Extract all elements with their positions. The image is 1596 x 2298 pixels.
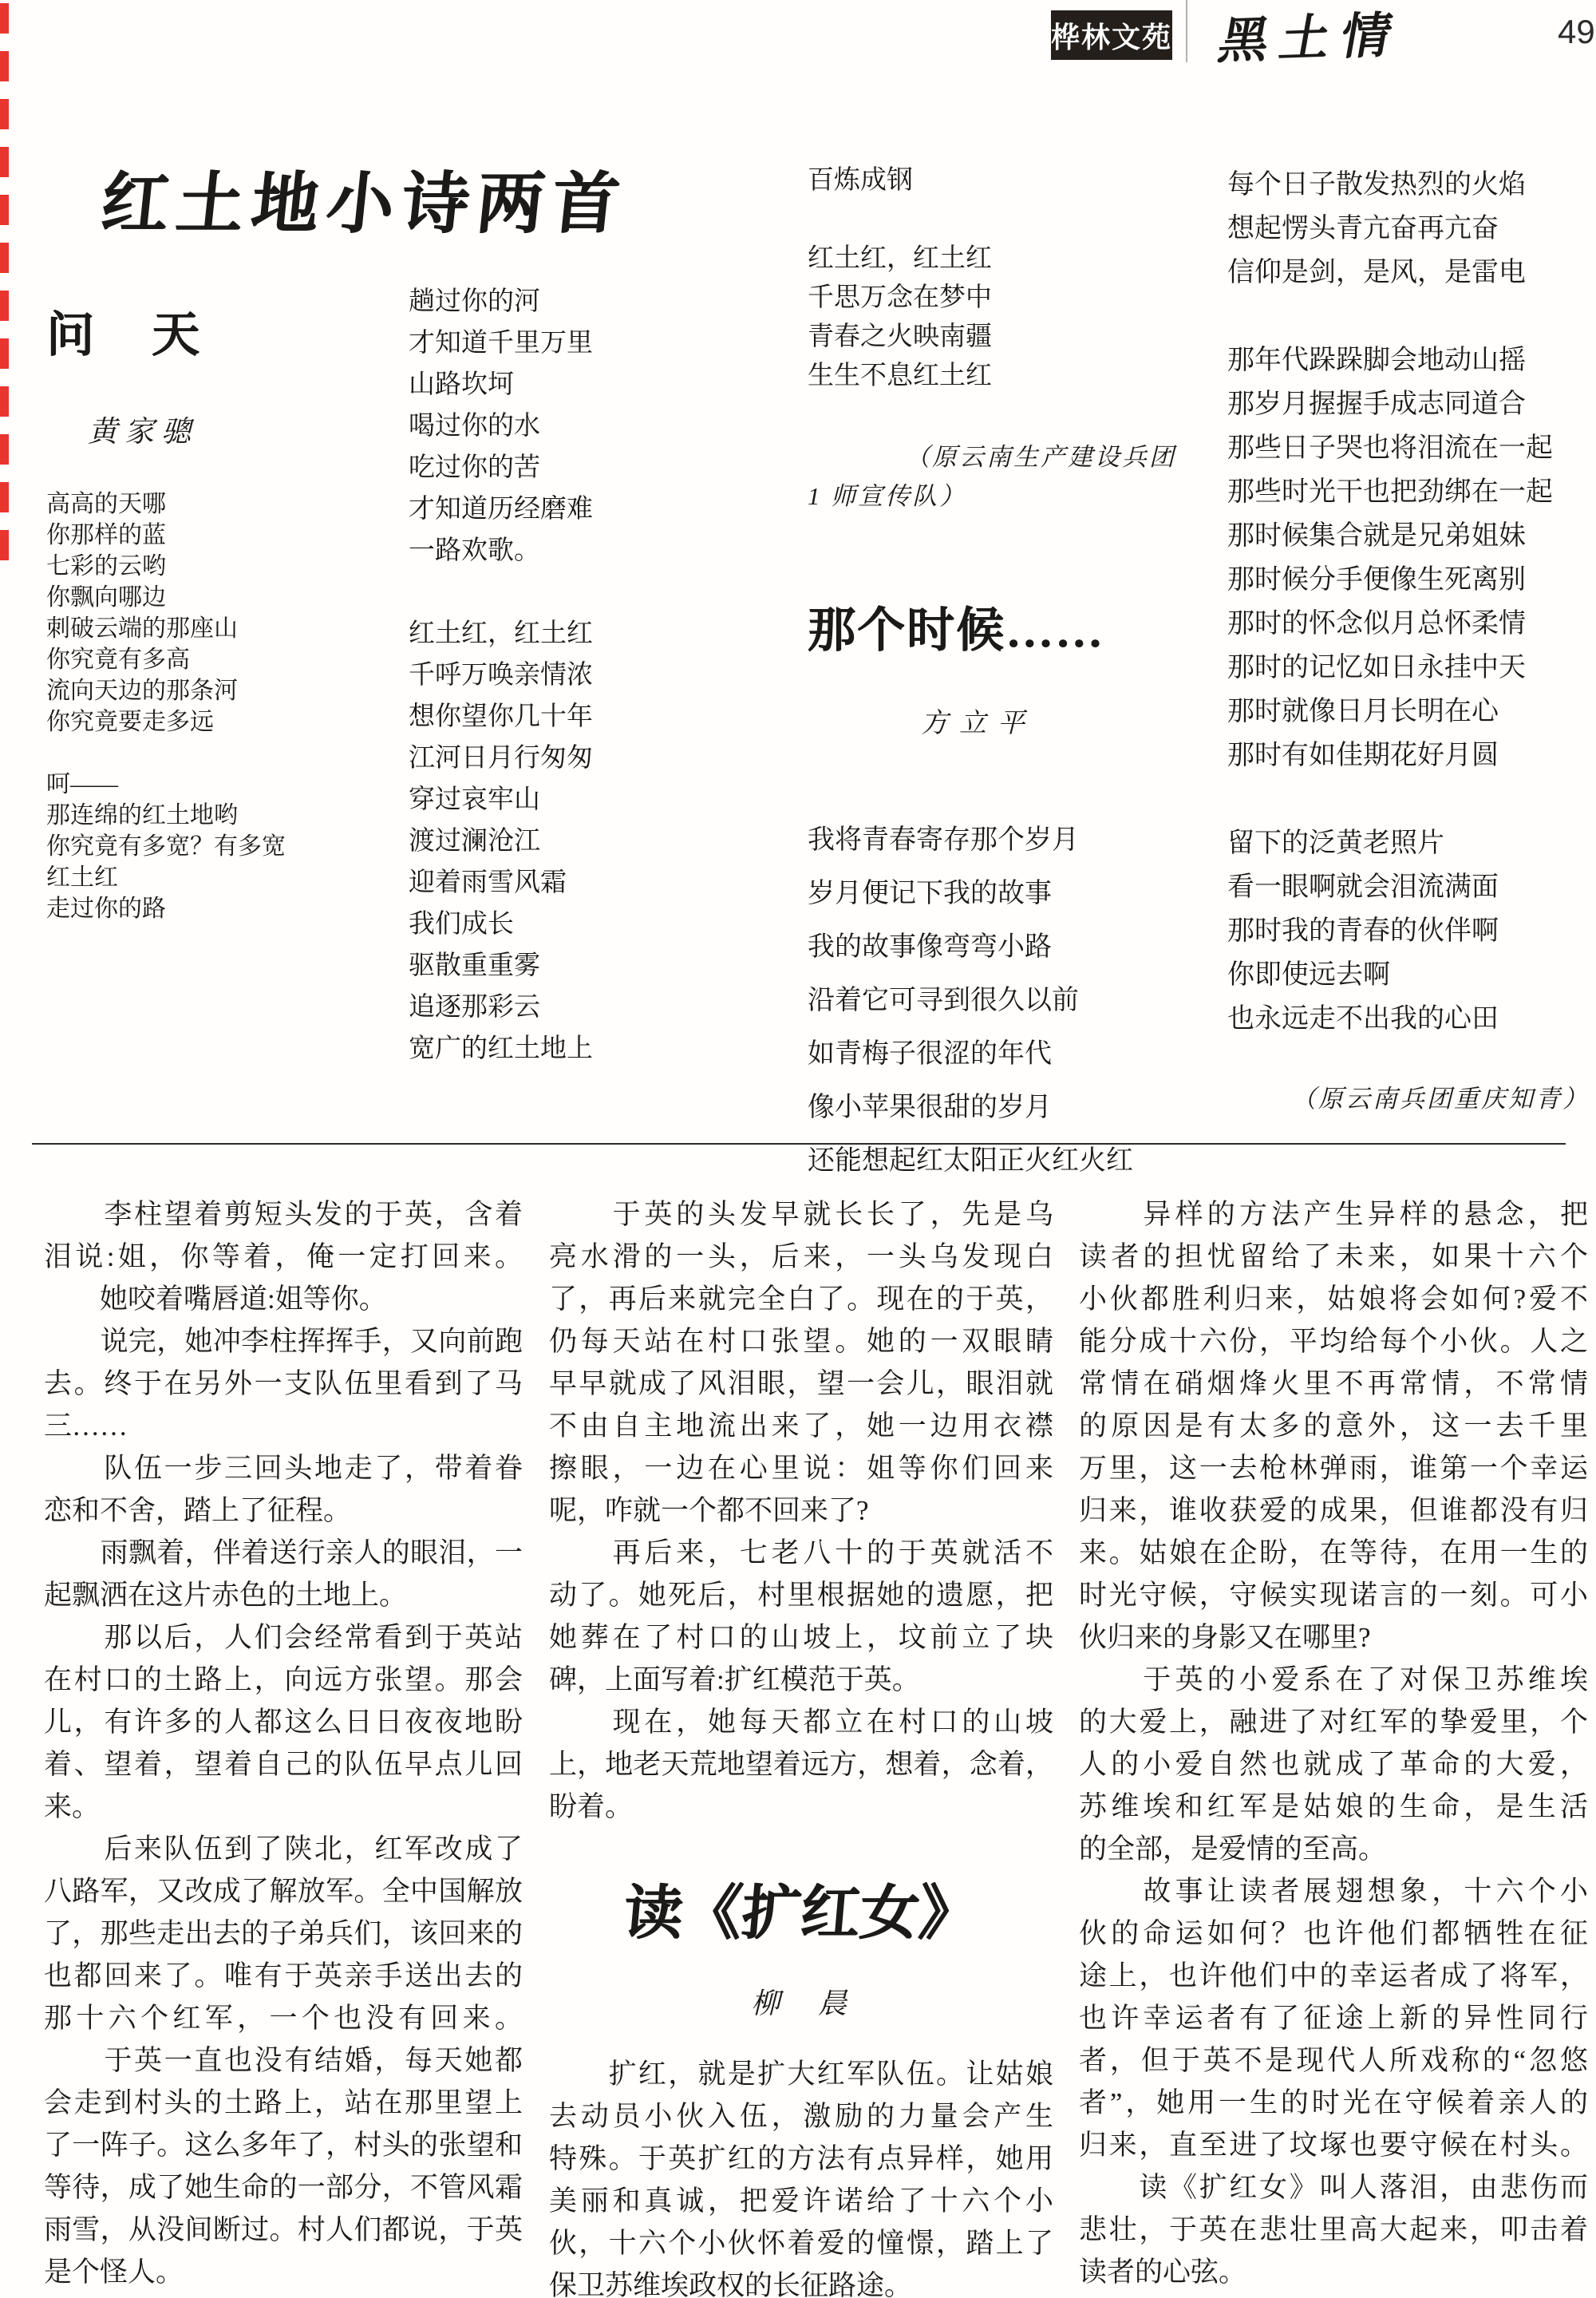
poem2-left-stanza [808, 813, 1219, 1188]
text-line: 异样的方法产生异样的悬念，把 [1079, 1199, 1588, 1230]
text-line: 如青梅子很涩的年代 [808, 1039, 1052, 1069]
text-line: 小伙都胜利归来，姑娘将会如何?爱不 [1079, 1283, 1588, 1315]
text-line: 呵—— [46, 771, 118, 797]
text-line: 仍每天站在村口张望。她的一双眼睛 [549, 1326, 1053, 1357]
poems-column4 [1227, 163, 1590, 1118]
section-label: 桦林文苑 [1051, 10, 1172, 60]
text-line: 途上，也许他们中的幸运者成了将军， [1079, 1960, 1588, 1991]
text-line: 故事让读者展翅想象，十六个小 [1079, 1876, 1588, 1907]
text-line: 也永远走不出我的心田 [1227, 1004, 1499, 1034]
text-line: 扩红，就是扩大红军队伍。让姑娘 [549, 2059, 1053, 2090]
text-line: 于英的小爱系在了对保卫苏维埃 [1079, 1664, 1588, 1695]
text-line: 八路军，又改成了解放军。全中国解放 [44, 1876, 523, 1907]
text-line: 才知道千里万里 [409, 329, 593, 358]
poem1-column2 [409, 281, 787, 1070]
text-line: 趟过你的河 [409, 287, 540, 316]
text-line: 亮水滑的一头，后来，一头乌发现白 [549, 1241, 1053, 1272]
text-line: 现在，她每天都立在村口的山坡 [549, 1707, 1053, 1738]
text-line: 三…… [44, 1410, 128, 1442]
text-line: 你究竟有多高 [46, 647, 190, 673]
section-divider-rule [32, 1143, 1566, 1145]
text-line: 动了。她死后，村里根据她的遗愿，把 [549, 1580, 1053, 1611]
text-line: 雨雪，从没间断过。村人们都说，于英 [44, 2214, 523, 2245]
text-line: 高高的天哪 [46, 491, 166, 517]
text-line: 着、望着，望着自己的队伍早点儿回 [44, 1749, 523, 1780]
text-line: 那岁月握握手成志同道合 [1227, 390, 1526, 419]
text-line: 岁月便记下我的故事 [808, 879, 1052, 908]
text-line: 来。 [44, 1791, 101, 1822]
poems-column3 [808, 161, 1219, 1188]
text-line: 像小苹果很甜的岁月 [808, 1093, 1052, 1122]
text-line: 特殊。于英扩红的方法有点异样，她用 [549, 2143, 1053, 2174]
text-line: 是个怪人。 [44, 2256, 184, 2288]
text-line: 常情在硝烟烽火里不再常情，不常情 [1079, 1368, 1588, 1399]
poem1-stanza-block-1 [46, 488, 402, 924]
text-line: 说完，她冲李柱挥挥手，又向前跑 [44, 1326, 523, 1357]
text-line: 时光守候，守候实现诺言的一刻。可小 [1079, 1580, 1588, 1611]
text-line: 那时有如佳期花好月圆 [1227, 741, 1499, 770]
text-line: 起飘洒在这片赤色的土地上。 [44, 1580, 408, 1611]
poem2-title: 那个时候…… [808, 604, 1104, 657]
text-line: 想起愣头青亢奋再亢奋 [1227, 214, 1499, 243]
text-line: 我将青春寄存那个岁月 [808, 825, 1079, 855]
text-line: 归来，谁收获爱的成果，但谁都没有归 [1079, 1495, 1588, 1526]
text-line: 我们成长 [409, 910, 514, 939]
text-line: 驱散重重雾 [409, 951, 540, 980]
text-line: 伙，十六个小伙怀着爱的憧憬，踏上了 [549, 2228, 1053, 2259]
text-line: 泪说:姐，你等着，俺一定打回来。 [44, 1241, 523, 1272]
text-line: 那时候集合就是兄弟姐妹 [1227, 521, 1526, 551]
text-line: 刺破云端的那座山 [46, 615, 238, 642]
text-line: 每个日子散发热烈的火焰 [1227, 170, 1526, 200]
page-number: 49 [1558, 13, 1595, 50]
poem1-stanza-block-3 [808, 161, 1219, 396]
text-line: 苏维埃和红军是姑娘的生命，是生活 [1079, 1791, 1588, 1822]
text-line: 那以后，人们会经常看到于英站 [44, 1622, 523, 1653]
text-line: 了，再后来就完全白了。现在的于英， [549, 1283, 1053, 1315]
text-line: 雨飘着，伴着送行亲人的眼泪，一 [44, 1537, 523, 1568]
text-line: 那时的记忆如日永挂中天 [1227, 653, 1526, 682]
text-line: 了一阵子。这么多年了，村头的张望和 [44, 2130, 523, 2161]
text-line: 去动员小伙入伍，激励的力量会产生 [549, 2101, 1053, 2132]
text-line: 能分成十六份，平均给每个小伙。人之 [1079, 1326, 1588, 1357]
text-line: 也许幸运者有了征途上新的异性同行 [1079, 2003, 1588, 2034]
text-line: 沿着它可寻到很久以前 [808, 986, 1079, 1015]
text-line: 的大爱上，融进了对红军的挚爱里，个 [1079, 1707, 1588, 1738]
text-line: 在村口的土路上，向远方张望。那会 [44, 1664, 523, 1695]
text-line [409, 572, 787, 613]
text-line: 走过你的路 [46, 896, 166, 922]
red-edge-marks [0, 3, 9, 567]
text-line: 那时我的青春的伙伴啊 [1227, 916, 1499, 946]
text-line: 读者的担忧留给了未来，如果十六个 [1079, 1241, 1588, 1272]
text-line: 者，但于英不是现代人所戏称的“忽悠 [1079, 2045, 1588, 2076]
text-line [1227, 295, 1590, 338]
text-line: 一路欢歌。 [409, 536, 540, 565]
text-line: 你飘向哪边 [46, 584, 166, 611]
poem1-title: 问 天 [46, 309, 204, 362]
text-line: 那时候分手便像生死离别 [1227, 565, 1526, 595]
poem2-attribution: （原云南兵团重庆知青） [1291, 1085, 1590, 1113]
text-line: 悲壮，于英在悲壮里高大起来，叩击着 [1079, 2214, 1588, 2245]
review-column2 [549, 2053, 1053, 2298]
text-line: 红土红，红土红 [808, 244, 992, 273]
text-line: 那连绵的红土地哟 [46, 802, 238, 829]
text-line: 碑，上面写着:扩红模范于英。 [549, 1664, 920, 1695]
text-line: 你那样的蓝 [46, 522, 166, 548]
text-line: 的原因是有太多的意外，这一去千里 [1079, 1410, 1588, 1442]
text-line: 盼着。 [549, 1791, 634, 1822]
text-line: 擦眼，一边在心里说：姐等你们回来 [549, 1453, 1053, 1484]
text-line: 迎着雨雪风霜 [409, 868, 567, 897]
text-line: 读《扩红女》叫人落泪，由悲伤而 [1079, 2172, 1588, 2203]
text-line: 再后来，七老八十的于英就活不 [549, 1537, 1053, 1568]
header-divider [1186, 0, 1187, 62]
text-line: 江河日月行匆匆 [409, 744, 593, 773]
text-line: 后来队伍到了陕北，红军改成了 [44, 1833, 523, 1865]
text-line: 的全部，是爱情的至高。 [1079, 1833, 1387, 1865]
text-line: 留下的泛黄老照片 [1227, 829, 1444, 858]
text-line: 等待，成了她生命的一部分，不管风霜 [44, 2172, 523, 2203]
text-line: 你究竟有多宽？有多宽 [46, 833, 286, 860]
text-line: 青春之火映南疆 [808, 322, 992, 351]
text-line: 也都回来了。唯有于英亲手送出去的 [44, 1960, 523, 1991]
text-line: 呢，咋就一个都不回来了? [549, 1495, 869, 1526]
review-column3 [1079, 1193, 1588, 2293]
text-line: 宽广的红土地上 [409, 1034, 593, 1063]
text-line: 早早就成了风泪眼，望一会儿，眼泪就 [549, 1368, 1053, 1399]
text-line: 吃过你的苦 [409, 453, 540, 482]
text-line [808, 200, 1219, 239]
text-line: 流向天边的那条河 [46, 678, 238, 704]
text-line: 你究竟要走多远 [46, 709, 214, 735]
text-line: 那时的怀念似月总怀柔情 [1227, 609, 1526, 639]
text-line: 千呼万唤亲情浓 [409, 661, 593, 690]
text-line: 她葬在了村口的山坡上，坟前立了块 [549, 1622, 1053, 1653]
text-line: 读者的心弦。 [1079, 2256, 1247, 2288]
text-line: 了，那些走出去的子弟兵们，该回来的 [44, 1918, 523, 1949]
text-line: 看一眼啊就会泪流满面 [1227, 872, 1499, 902]
text-line: 她咬着嘴唇道:姐等你。 [44, 1283, 387, 1315]
text-line: 信仰是剑，是风，是雷电 [1227, 258, 1526, 287]
magazine-title: 黑土情 [1214, 8, 1408, 69]
text-line: 追逐那彩云 [409, 993, 540, 1022]
text-line: 那时就像日月长明在心 [1227, 697, 1499, 726]
text-line: 儿，有许多的人都这么日日夜夜地盼 [44, 1707, 523, 1738]
text-line: 你即使远去啊 [1227, 960, 1390, 990]
text-line: 会走到村头的土路上，站在那里望上 [44, 2087, 523, 2118]
text-line: 伙的命运如何？也许他们都牺牲在征 [1079, 1918, 1588, 1949]
text-line: 万里，这一去枪林弹雨，谁第一个幸运 [1079, 1453, 1588, 1484]
text-line: 归来，直至进了坟塚也要守候在村头。 [1079, 2130, 1588, 2161]
text-line: 想你望你几十年 [409, 702, 593, 731]
review-title: 读《扩红女》 [620, 1881, 981, 1947]
text-line: 那十六个红军，一个也没有回来。 [44, 2003, 523, 2034]
text-line: 那些时光干也把劲绑在一起 [1227, 477, 1553, 507]
text-line: 伙归来的身影又在哪里? [1079, 1622, 1371, 1653]
poem2-right-stanzas [1227, 163, 1590, 1041]
text-line: 穿过哀牢山 [409, 785, 540, 814]
poem1-author: 黄家骢 [88, 416, 198, 449]
text-line: 人的小爱自然也就成了革命的大爱， [1079, 1749, 1588, 1780]
text-line: 李柱望着剪短头发的于英，含着 [44, 1199, 523, 1230]
text-line: 美丽和真诚，把爱许诺给了十六个小 [549, 2185, 1053, 2217]
text-line: 七彩的云哟 [46, 553, 166, 579]
poems-main-title: 红土地小诗两首 [97, 168, 631, 242]
text-line: 百炼成钢 [808, 166, 913, 195]
text-line [1227, 777, 1590, 821]
prose-column2 [549, 1193, 1053, 1828]
review-author: 柳 晨 [750, 1988, 851, 2019]
poem1-attribution-line1: （原云南生产建设兵团 [905, 443, 1176, 471]
text-line: 喝过你的水 [409, 412, 540, 441]
text-line [46, 738, 402, 769]
text-line: 队伍一步三回头地走了，带着眷 [44, 1453, 523, 1484]
text-line: 才知道历经磨难 [409, 495, 593, 524]
poem1-column1 [46, 297, 402, 924]
poem2-author: 方立平 [921, 709, 1036, 738]
text-line: 恋和不舍，踏上了征程。 [44, 1495, 352, 1526]
text-line: 保卫苏维埃政权的长征路途。 [549, 2270, 913, 2298]
text-line: 去。终于在另外一支队伍里看到了马 [44, 1368, 523, 1399]
text-line: 那年代跺跺脚会地动山摇 [1227, 346, 1526, 375]
poem1-attribution-line2: 1 师宣传队） [808, 482, 967, 510]
text-line: 渡过澜沧江 [409, 827, 540, 856]
text-line: 红土红，红土红 [409, 619, 593, 648]
prose-column1 [44, 1193, 523, 2293]
text-line: 生生不息红土红 [808, 362, 992, 390]
text-line: 我的故事像弯弯小路 [808, 932, 1052, 962]
text-line: 还能想起红太阳正火红火红 [808, 1146, 1133, 1176]
text-line: 上，地老天荒地望着远方，想着，念着， [549, 1749, 1053, 1780]
text-line: 者”，她用一生的时光在守候着亲人的 [1079, 2087, 1588, 2118]
text-line: 山路坎坷 [409, 370, 514, 399]
text-line: 来。姑娘在企盼，在等待，在用一生的 [1079, 1537, 1588, 1568]
text-line: 千思万念在梦中 [808, 283, 992, 312]
text-line: 于英一直也没有结婚，每天她都 [44, 2045, 523, 2076]
text-line: 红土红 [46, 864, 118, 891]
text-line: 不由自主地流出来了，她一边用衣襟 [549, 1410, 1053, 1442]
text-line: 于英的头发早就长长了，先是乌 [549, 1199, 1053, 1230]
text-line: 那些日子哭也将泪流在一起 [1227, 433, 1553, 463]
